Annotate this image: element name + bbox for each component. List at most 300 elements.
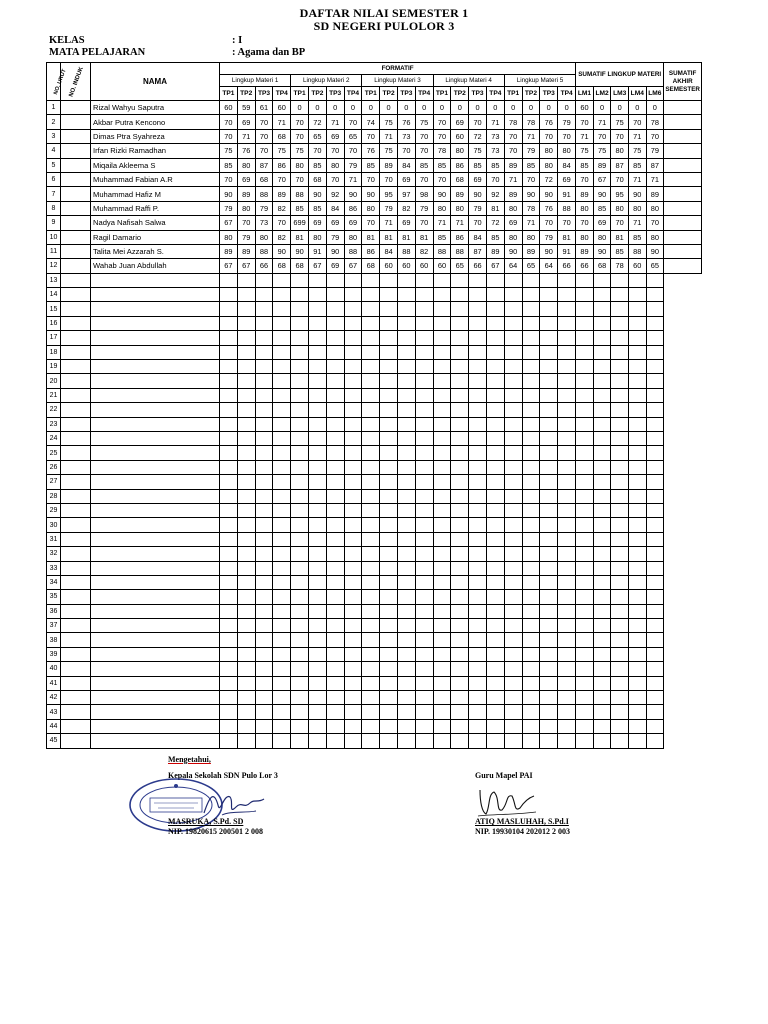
empty-cell: [61, 662, 91, 676]
as-score: [664, 115, 702, 129]
empty-cell: [611, 489, 629, 503]
empty-cell: [380, 388, 398, 402]
empty-cell: [397, 331, 415, 345]
empty-cell: [451, 705, 469, 719]
empty-cell: [255, 475, 273, 489]
table-row: [47, 144, 702, 158]
empty-cell: [415, 475, 433, 489]
empty-cell: [397, 360, 415, 374]
empty-cell: [362, 676, 380, 690]
empty-cell: [326, 446, 344, 460]
empty-cell: [61, 316, 91, 330]
tp-score: 90: [469, 187, 487, 201]
lm-score: 90: [628, 187, 646, 201]
empty-cell: [344, 331, 362, 345]
tp-score: 69: [308, 216, 326, 230]
table-row: [47, 360, 702, 374]
empty-cell: [433, 374, 451, 388]
empty-cell: [486, 503, 504, 517]
empty-cell: [273, 561, 291, 575]
empty-cell: [451, 547, 469, 561]
empty-cell: [558, 662, 576, 676]
empty-cell: [433, 360, 451, 374]
lm-score: 80: [628, 201, 646, 215]
empty-cell: [91, 431, 220, 445]
empty-cell: [611, 388, 629, 402]
empty-cell: [237, 619, 255, 633]
row-number: 45: [47, 734, 61, 748]
empty-cell: [486, 619, 504, 633]
tp-score: 70: [540, 129, 558, 143]
empty-cell: [469, 417, 487, 431]
empty-cell: [344, 403, 362, 417]
empty-cell: [451, 417, 469, 431]
row-number: 34: [47, 575, 61, 589]
empty-cell: [255, 691, 273, 705]
table-row: [47, 101, 702, 115]
empty-cell: [628, 676, 646, 690]
tp-score: 0: [433, 101, 451, 115]
empty-cell: [504, 431, 522, 445]
empty-cell: [344, 475, 362, 489]
empty-cell: [611, 575, 629, 589]
empty-cell: [344, 388, 362, 402]
lm-score: 79: [646, 144, 664, 158]
as-score: [664, 172, 702, 186]
empty-cell: [220, 446, 238, 460]
empty-cell: [326, 388, 344, 402]
empty-cell: [273, 273, 291, 287]
tp-score: 79: [540, 230, 558, 244]
row-no-induk: [61, 144, 91, 158]
empty-cell: [558, 388, 576, 402]
empty-cell: [397, 705, 415, 719]
empty-cell: [61, 374, 91, 388]
empty-cell: [326, 575, 344, 589]
row-number: 2: [47, 115, 61, 129]
tp-score: 91: [558, 187, 576, 201]
empty-cell: [255, 489, 273, 503]
empty-cell: [504, 460, 522, 474]
tp-score: 71: [380, 216, 398, 230]
empty-cell: [558, 518, 576, 532]
tp-score: 82: [415, 244, 433, 258]
lm-score: 0: [628, 101, 646, 115]
empty-cell: [433, 575, 451, 589]
empty-cell: [344, 676, 362, 690]
empty-cell: [646, 417, 664, 431]
empty-cell: [326, 460, 344, 474]
empty-cell: [220, 604, 238, 618]
empty-cell: [433, 460, 451, 474]
empty-cell: [522, 705, 540, 719]
empty-cell: [433, 331, 451, 345]
lm-score: 70: [611, 172, 629, 186]
empty-cell: [451, 374, 469, 388]
empty-cell: [522, 360, 540, 374]
empty-cell: [220, 489, 238, 503]
row-no-induk: [61, 158, 91, 172]
tp-header: TP2: [380, 87, 398, 101]
empty-cell: [291, 719, 309, 733]
empty-cell: [255, 647, 273, 661]
empty-cell: [344, 561, 362, 575]
tp-score: 70: [326, 172, 344, 186]
empty-cell: [362, 273, 380, 287]
tp-score: 91: [308, 244, 326, 258]
empty-cell: [558, 460, 576, 474]
empty-cell: [628, 547, 646, 561]
empty-cell: [291, 705, 309, 719]
empty-cell: [558, 403, 576, 417]
tp-header: TP4: [558, 87, 576, 101]
empty-cell: [61, 475, 91, 489]
empty-cell: [469, 345, 487, 359]
tp-score: 85: [308, 158, 326, 172]
kepsek-signature-icon: [200, 785, 270, 821]
lm-score: 80: [646, 230, 664, 244]
empty-cell: [646, 575, 664, 589]
empty-cell: [308, 518, 326, 532]
tp-header: TP3: [397, 87, 415, 101]
empty-cell: [522, 431, 540, 445]
empty-cell: [397, 489, 415, 503]
empty-cell: [558, 719, 576, 733]
empty-cell: [308, 475, 326, 489]
tp-score: 90: [308, 187, 326, 201]
row-number: 5: [47, 158, 61, 172]
empty-cell: [415, 417, 433, 431]
empty-cell: [628, 360, 646, 374]
empty-cell: [91, 288, 220, 302]
lm-score: 85: [576, 158, 594, 172]
empty-cell: [255, 331, 273, 345]
empty-cell: [486, 662, 504, 676]
empty-cell: [380, 734, 398, 748]
empty-cell: [540, 374, 558, 388]
tp-score: 82: [273, 201, 291, 215]
tp-score: 81: [558, 230, 576, 244]
tp-score: 70: [415, 144, 433, 158]
empty-cell: [273, 360, 291, 374]
empty-cell: [486, 633, 504, 647]
empty-cell: [415, 676, 433, 690]
empty-cell: [593, 475, 611, 489]
empty-cell: [380, 288, 398, 302]
table-row: [47, 158, 702, 172]
row-number: 21: [47, 388, 61, 402]
empty-cell: [469, 719, 487, 733]
empty-cell: [469, 302, 487, 316]
empty-cell: [326, 345, 344, 359]
row-no-induk: [61, 187, 91, 201]
empty-cell: [291, 619, 309, 633]
empty-cell: [380, 676, 398, 690]
empty-cell: [628, 705, 646, 719]
empty-cell: [433, 503, 451, 517]
empty-cell: [486, 676, 504, 690]
tp-score: 90: [540, 187, 558, 201]
empty-cell: [220, 575, 238, 589]
tp-score: 79: [255, 201, 273, 215]
empty-cell: [540, 345, 558, 359]
empty-cell: [576, 676, 594, 690]
tp-score: 72: [540, 172, 558, 186]
empty-cell: [522, 403, 540, 417]
tp-score: 79: [326, 230, 344, 244]
row-number: 15: [47, 302, 61, 316]
tp-score: 81: [486, 201, 504, 215]
tp-score: 85: [308, 201, 326, 215]
empty-cell: [469, 619, 487, 633]
empty-cell: [415, 345, 433, 359]
empty-cell: [220, 345, 238, 359]
empty-cell: [220, 647, 238, 661]
row-number: 43: [47, 705, 61, 719]
empty-cell: [593, 590, 611, 604]
empty-cell: [611, 331, 629, 345]
empty-cell: [255, 388, 273, 402]
lm-score: 80: [611, 144, 629, 158]
empty-cell: [540, 460, 558, 474]
tp-score: 70: [291, 129, 309, 143]
tp-score: 69: [504, 216, 522, 230]
empty-cell: [469, 575, 487, 589]
formatif-header: FORMATIF: [220, 63, 576, 75]
empty-cell: [611, 719, 629, 733]
empty-cell: [220, 374, 238, 388]
empty-cell: [611, 604, 629, 618]
tp-score: 90: [344, 187, 362, 201]
row-number: 36: [47, 604, 61, 618]
tp-score: 91: [558, 244, 576, 258]
lm-score: 70: [576, 216, 594, 230]
table-row: [47, 446, 702, 460]
empty-cell: [362, 647, 380, 661]
tp-score: 89: [504, 187, 522, 201]
empty-cell: [611, 518, 629, 532]
empty-cell: [397, 288, 415, 302]
tp-score: 89: [273, 187, 291, 201]
row-number: 9: [47, 216, 61, 230]
empty-cell: [220, 518, 238, 532]
student-name: Akbar Putra Kencono: [91, 115, 220, 129]
empty-cell: [308, 273, 326, 287]
tp-score: 80: [291, 158, 309, 172]
row-no-induk: [61, 244, 91, 258]
empty-cell: [593, 719, 611, 733]
empty-cell: [415, 374, 433, 388]
empty-cell: [255, 316, 273, 330]
empty-cell: [255, 417, 273, 431]
empty-cell: [362, 575, 380, 589]
empty-cell: [504, 288, 522, 302]
empty-cell: [558, 489, 576, 503]
empty-cell: [522, 719, 540, 733]
empty-cell: [504, 547, 522, 561]
empty-cell: [433, 489, 451, 503]
empty-cell: [593, 446, 611, 460]
empty-cell: [522, 619, 540, 633]
empty-cell: [308, 374, 326, 388]
empty-cell: [362, 503, 380, 517]
tp-score: 71: [380, 129, 398, 143]
lm-score: 0: [593, 101, 611, 115]
empty-cell: [469, 460, 487, 474]
empty-cell: [61, 633, 91, 647]
tp-score: 67: [237, 259, 255, 273]
empty-cell: [344, 547, 362, 561]
empty-cell: [558, 547, 576, 561]
tp-score: 68: [291, 259, 309, 273]
empty-cell: [61, 446, 91, 460]
empty-cell: [415, 316, 433, 330]
lm-score: 71: [646, 172, 664, 186]
table-row: [47, 705, 702, 719]
empty-cell: [237, 302, 255, 316]
lm-score: 71: [593, 115, 611, 129]
empty-cell: [291, 288, 309, 302]
empty-cell: [291, 388, 309, 402]
empty-cell: [628, 302, 646, 316]
col-no-urut-header: NO. URUT: [47, 63, 61, 101]
table-row: [47, 403, 702, 417]
empty-cell: [646, 302, 664, 316]
empty-cell: [628, 388, 646, 402]
empty-cell: [291, 489, 309, 503]
empty-cell: [628, 431, 646, 445]
lm-score: 89: [576, 187, 594, 201]
table-row: [47, 547, 702, 561]
empty-cell: [628, 417, 646, 431]
empty-cell: [611, 417, 629, 431]
empty-cell: [308, 705, 326, 719]
empty-cell: [540, 316, 558, 330]
tp-score: 88: [433, 244, 451, 258]
tp-score: 85: [291, 201, 309, 215]
empty-cell: [380, 503, 398, 517]
lm-score: 66: [576, 259, 594, 273]
empty-cell: [433, 345, 451, 359]
empty-cell: [380, 561, 398, 575]
lm-score: 70: [628, 115, 646, 129]
empty-cell: [486, 273, 504, 287]
empty-cell: [486, 360, 504, 374]
empty-cell: [522, 417, 540, 431]
empty-cell: [237, 431, 255, 445]
tp-score: 70: [415, 129, 433, 143]
empty-cell: [326, 647, 344, 661]
lm-score: 89: [646, 187, 664, 201]
empty-cell: [540, 288, 558, 302]
student-name: Wahab Juan Abdullah: [91, 259, 220, 273]
empty-cell: [326, 561, 344, 575]
empty-cell: [611, 302, 629, 316]
empty-cell: [255, 288, 273, 302]
empty-cell: [451, 691, 469, 705]
empty-cell: [291, 518, 309, 532]
tp-score: 71: [326, 115, 344, 129]
empty-cell: [540, 734, 558, 748]
empty-cell: [362, 475, 380, 489]
tp-score: 75: [273, 144, 291, 158]
empty-cell: [646, 503, 664, 517]
empty-cell: [540, 691, 558, 705]
tp-score: 80: [308, 230, 326, 244]
empty-cell: [576, 360, 594, 374]
empty-cell: [291, 590, 309, 604]
lm-header: LM2: [593, 87, 611, 101]
empty-cell: [540, 503, 558, 517]
empty-cell: [344, 705, 362, 719]
tp-score: 0: [504, 101, 522, 115]
empty-cell: [397, 518, 415, 532]
lm-header: LM6: [646, 87, 664, 101]
tp-score: 90: [220, 187, 238, 201]
empty-cell: [451, 662, 469, 676]
empty-cell: [380, 532, 398, 546]
empty-cell: [504, 633, 522, 647]
empty-cell: [91, 302, 220, 316]
lm-score: 75: [576, 144, 594, 158]
row-number: 6: [47, 172, 61, 186]
tp-score: 70: [362, 129, 380, 143]
empty-cell: [326, 619, 344, 633]
empty-cell: [415, 619, 433, 633]
empty-cell: [380, 489, 398, 503]
table-row: [47, 288, 702, 302]
empty-cell: [362, 288, 380, 302]
tp-score: 89: [380, 158, 398, 172]
tp-score: 68: [451, 172, 469, 186]
empty-cell: [451, 288, 469, 302]
lm-score: 0: [611, 101, 629, 115]
lm-score: 0: [646, 101, 664, 115]
row-no-induk: [61, 129, 91, 143]
empty-cell: [504, 532, 522, 546]
table-row: [47, 575, 702, 589]
empty-cell: [415, 590, 433, 604]
empty-cell: [593, 302, 611, 316]
empty-cell: [362, 705, 380, 719]
empty-cell: [646, 719, 664, 733]
empty-cell: [344, 719, 362, 733]
empty-cell: [522, 676, 540, 690]
empty-cell: [397, 662, 415, 676]
row-number: 17: [47, 331, 61, 345]
empty-cell: [380, 316, 398, 330]
tp-score: 88: [255, 187, 273, 201]
row-number: 32: [47, 547, 61, 561]
empty-cell: [469, 489, 487, 503]
lm-score: 78: [611, 259, 629, 273]
tp-score: 88: [344, 244, 362, 258]
table-row: [47, 417, 702, 431]
empty-cell: [576, 374, 594, 388]
empty-cell: [628, 288, 646, 302]
empty-cell: [540, 575, 558, 589]
empty-cell: [91, 734, 220, 748]
empty-cell: [220, 719, 238, 733]
empty-cell: [504, 619, 522, 633]
empty-cell: [326, 475, 344, 489]
tp-score: 80: [433, 201, 451, 215]
empty-cell: [451, 431, 469, 445]
empty-cell: [291, 360, 309, 374]
empty-cell: [91, 417, 220, 431]
empty-cell: [326, 719, 344, 733]
empty-cell: [91, 633, 220, 647]
